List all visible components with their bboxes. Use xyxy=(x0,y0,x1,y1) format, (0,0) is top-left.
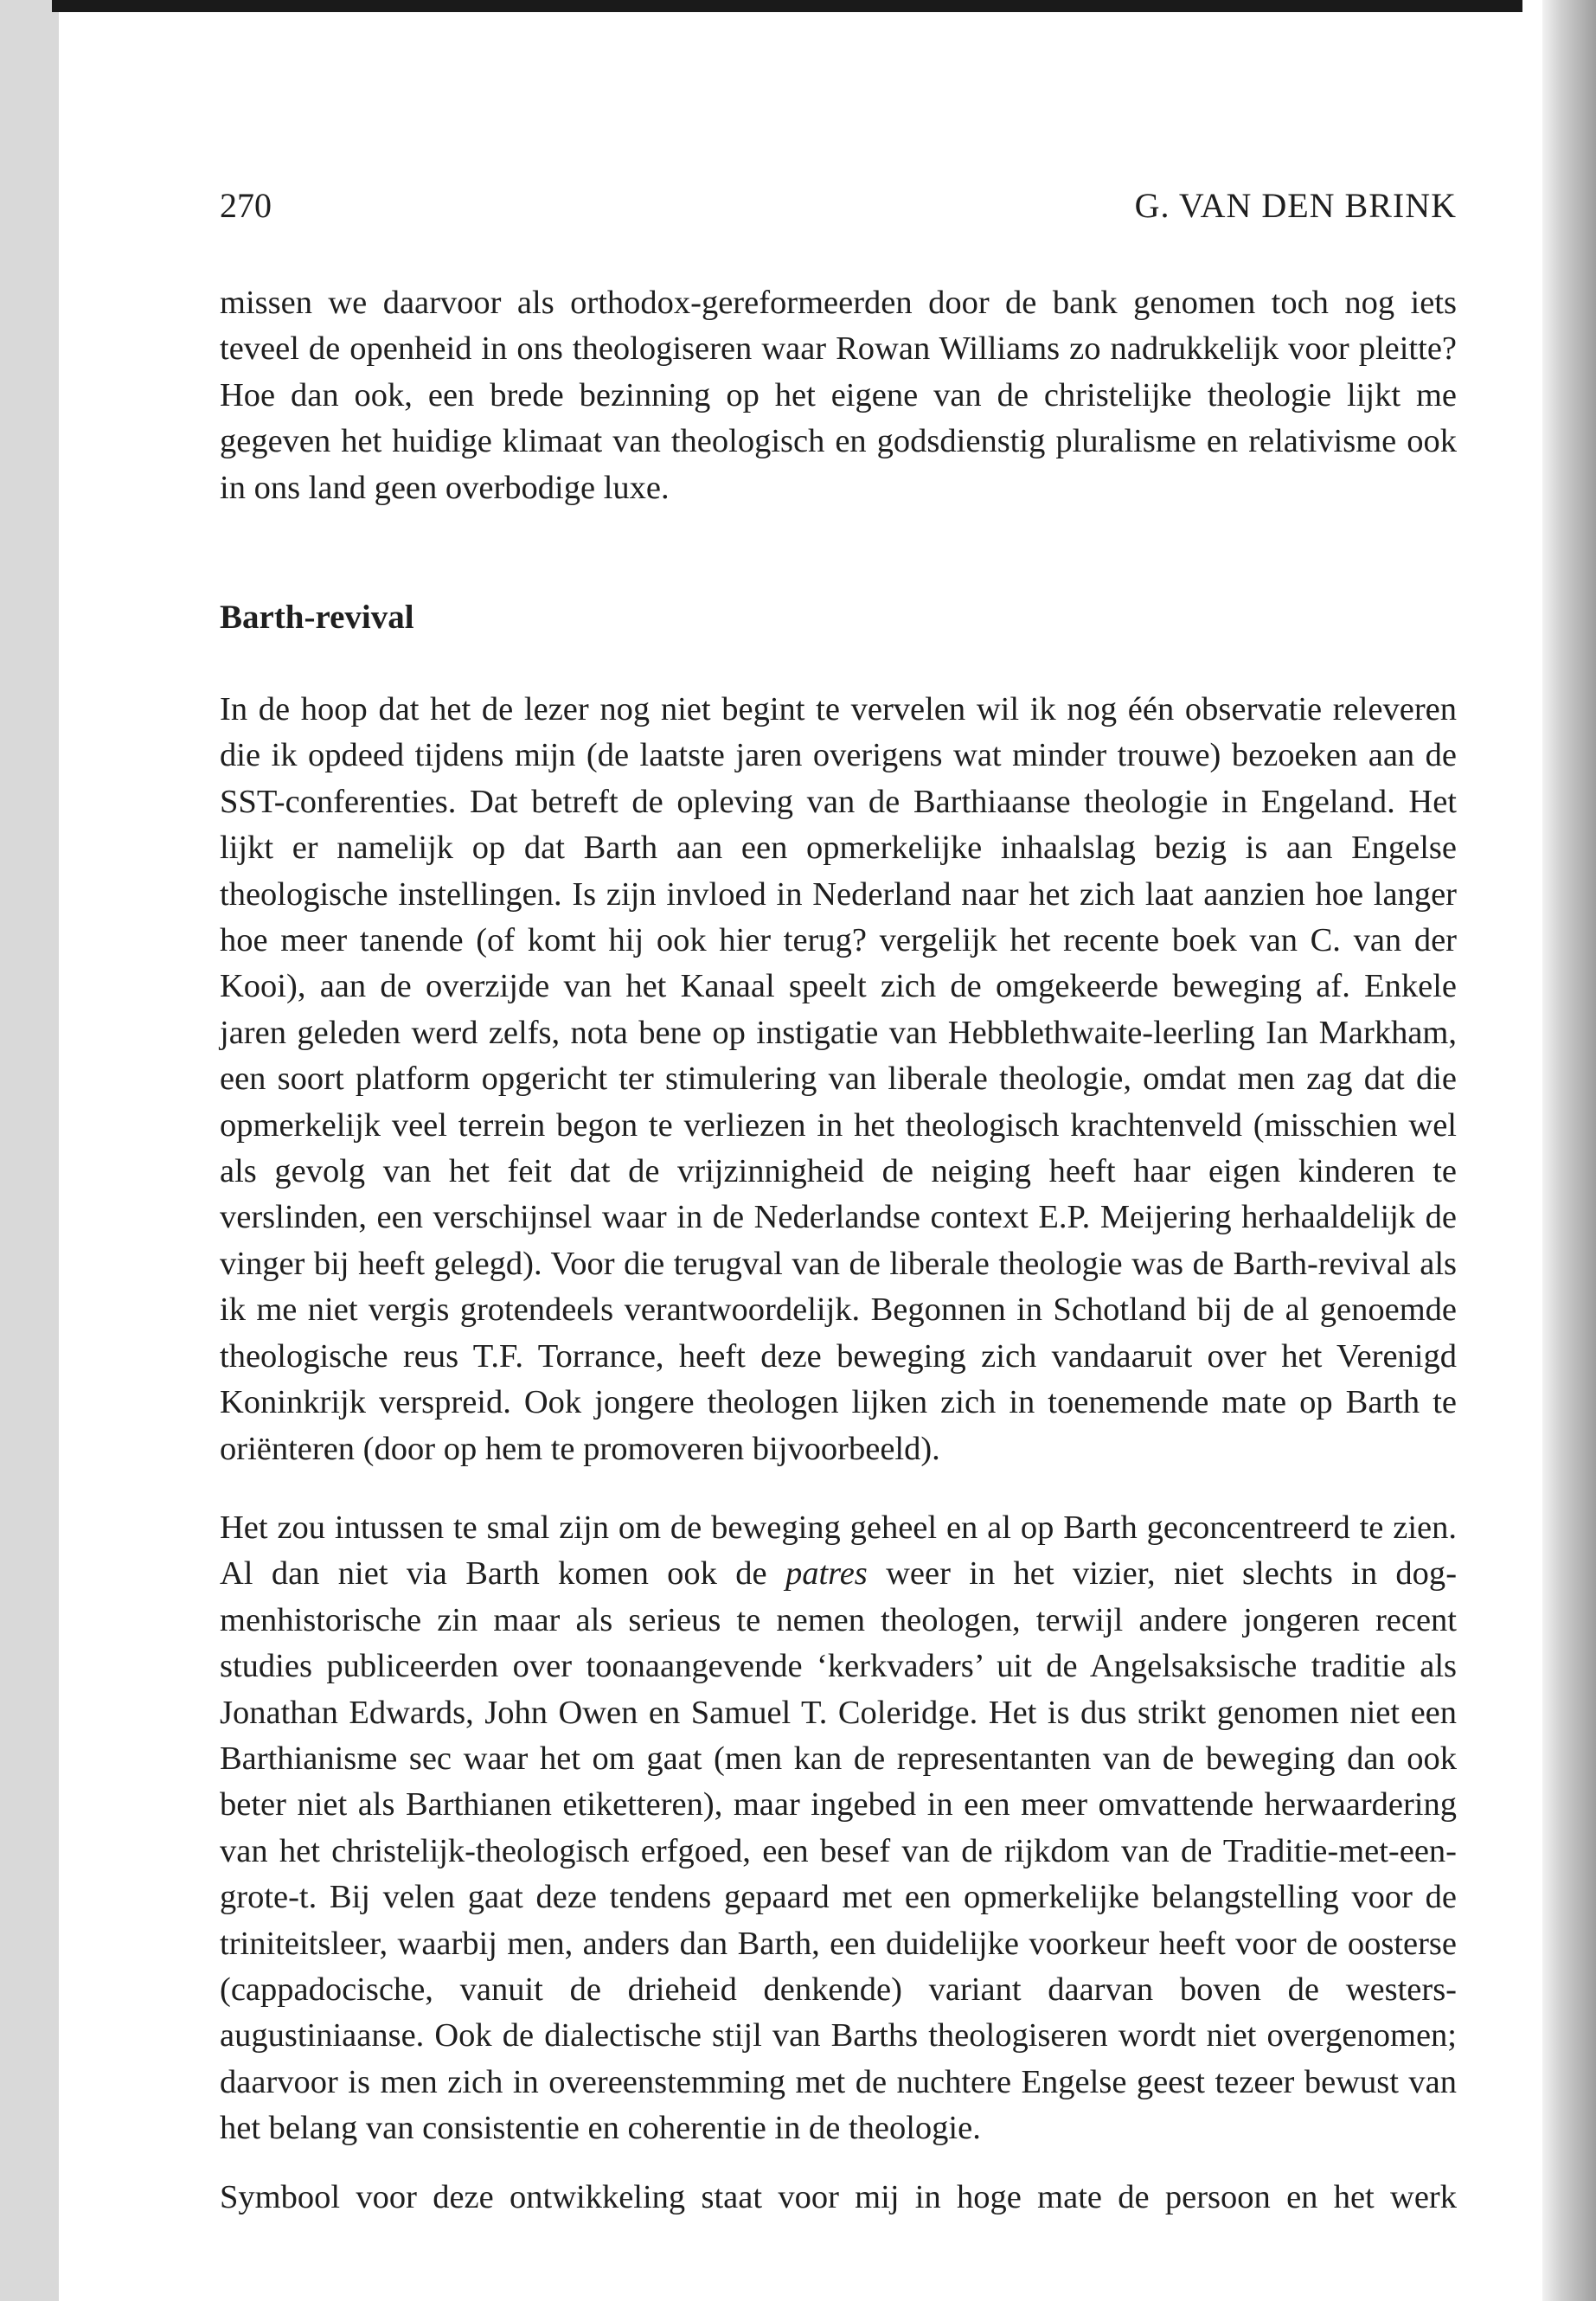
scan-left-edge xyxy=(0,0,59,2301)
scan-right-shadow xyxy=(1542,0,1596,2301)
page-number: 270 xyxy=(220,186,272,225)
body-paragraph-1: missen we daarvoor als orthodox-gereformeerden door de bank genomen toch nog iets teveel de openheid in ons theologiseren waar Rowan Williams zo nadrukkelijk voor pleitte? Hoe dan ook, een brede bezinning op het eigene van de christelijke theologie lijkt me gegeven het huidige klimaat van theologisch en godsdienstig pluralisme en relativisme ook in ons land geen overbodige luxe. xyxy=(220,285,1457,506)
italic-term-patres: patres xyxy=(785,1555,868,1593)
body-paragraph-2: In de hoop dat het de lezer nog niet begint te vervelen wil ik nog één observatie releveren die ik opdeed tijdens mijn (de laatste jaren overigens wat minder trouwe) bezoeken aan de SST-conferenties. Dat betreft de opleving van de Barthiaanse theologie in Engeland. Het lijkt er namelijk op dat Barth aan een opmerkelijke inhaalslag bezig is aan Engelse theologische instellingen. Is zijn invloed in Nederland naar het zich laat aanzien hoe langer hoe meer tanende (of komt hij ook hier terug? vergelijk het recente boek van C. van der Kooi), aan de overzijde van het Kanaal speelt zich de omgekeerde beweging af. Enkele jaren geleden werd zelfs, nota bene op instigatie van Hebblethwaite-leerling Ian Markham, een soort platform opgericht ter stimulering van liberale theologie, omdat men zag dat die opmerkelijk veel terrein begon te verliezen in het theologisch krachtenveld (misschien wel als gevolg van het feit dat de vrijzinnigheid de neiging heeft haar eigen kinderen te verslinden, een verschijnsel waar in de Nederlandse context E.P. Meijering herhaaldelijk de vinger bij heeft gelegd). Voor die terugval van de liberale theologie was de Barth-revival als ik me niet vergis grotendeels verantwoordelijk. Begonnen in Schotland bij de al genoemde theologische reus T.F. Torrance, heeft deze beweging zich vandaaruit over het Verenigd Koninkrijk verspreid. Ook jongere theologen lijken zich in toenemende mate op Barth te oriënteren (door op hem te promoveren bijvoorbeeld). xyxy=(220,691,1457,1467)
paragraph-3-text-start: Het zou intussen te smal zijn om de beweging geheel en al op Barth geconcentreerd te zien. Al dan niet via Barth komen ook de xyxy=(220,1509,1457,1593)
running-head-author: G. VAN DEN BRINK xyxy=(1134,186,1457,225)
book-page xyxy=(220,0,1457,2301)
body-paragraph-3 xyxy=(220,1505,1457,2152)
paragraph-3-text-end: weer in het vizier, niet slechts in dogmenhistorische zin maar als serieus te nemen theologen, terwijl andere jongeren recent studies publiceerden over toonaangevende ‘kerkvaders’ uit de Angelsaksische traditie als Jonathan Edwards, John Owen en Samuel T. Coleridge. Het is dus strikt genomen niet een Barthianisme sec waar het om gaat (men kan de representanten van de beweging dan ook beter niet als Barthianen etiketteren), maar ingebed in een meer omvattende herwaardering van het christelijk-theologisch erfgoed, een besef van de rijkdom van de Traditie-met-een-grote-t. Bij velen gaat deze tendens gepaard met een opmerkelijke belangstelling voor de triniteitsleer, waarbij men, anders dan Barth, een duidelijke voorkeur heeft voor de oosterse (cappadocische, vanuit de drieheid denkende) variant daarvan boven de westers-augustiniaanse. Ook de dialectische stijl van Barths theologiseren wordt niet overgenomen; daarvoor is men zich in overeenstemming met de nuchtere Engelse geest tezeer bewust van het belang van consistentie en coherentie in de theologie. xyxy=(220,1555,1458,2147)
section-heading: Barth-revival xyxy=(220,599,414,636)
running-head xyxy=(220,180,1457,232)
body-paragraph-4: Symbool voor deze ontwikkeling staat voor mij in hoge mate de persoon en het werk xyxy=(220,2179,1457,2215)
